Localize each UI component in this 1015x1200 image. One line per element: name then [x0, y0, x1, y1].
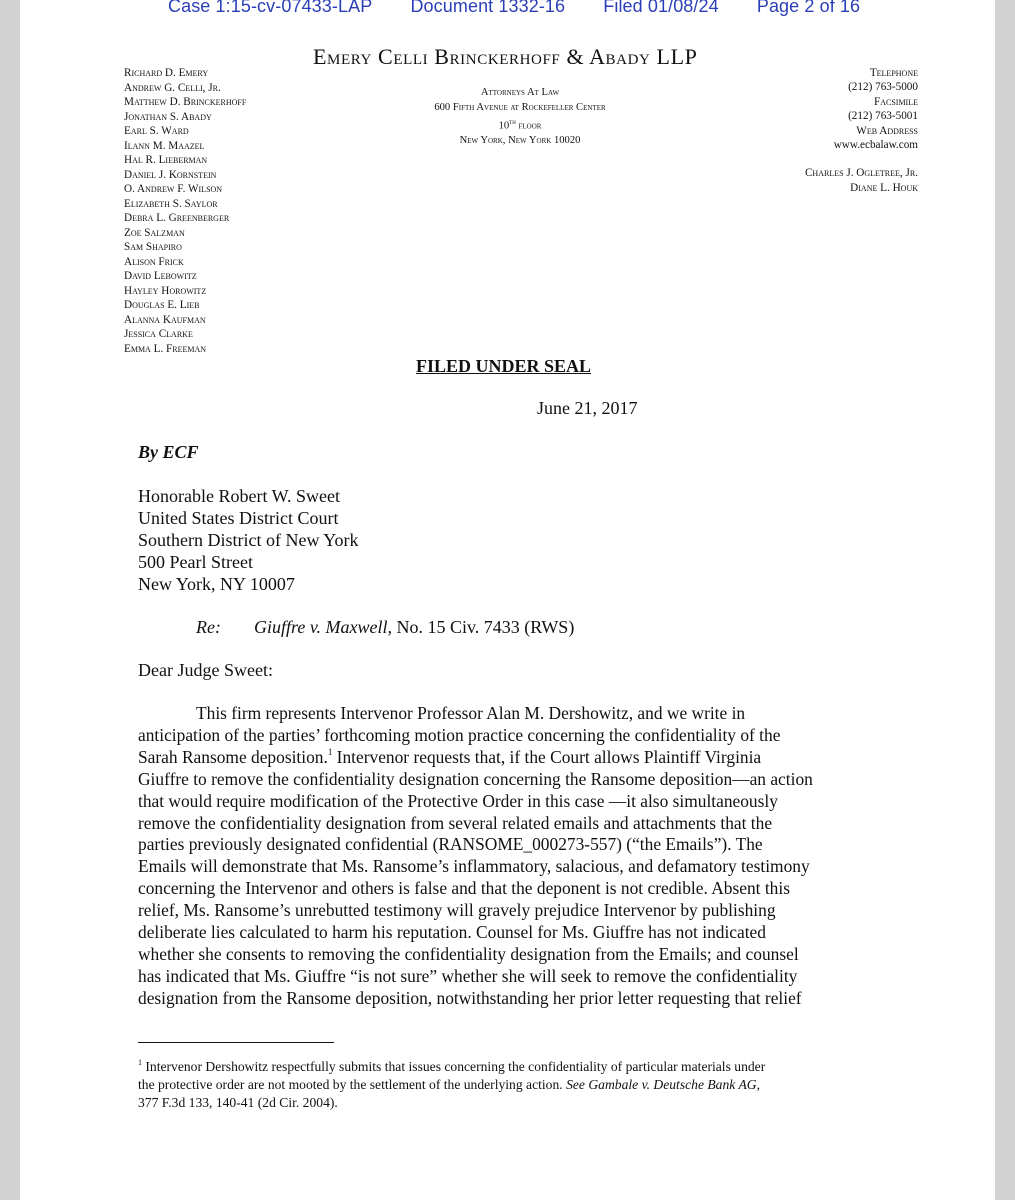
addressee-block — [138, 485, 359, 595]
addressee-line: Southern District of New York — [138, 530, 359, 550]
addressee-line: 500 Pearl Street — [138, 552, 253, 572]
partner-name: O. Andrew F. Wilson — [124, 183, 223, 195]
body-line: relief, Ms. Ransome’s unrebutted testimony will gravely prejudice Intervenor by publishing — [138, 900, 776, 921]
body-line: whether she consents to removing the confidentiality designation from the Emails; and counsel — [138, 943, 799, 964]
partner-name: Alison Frick — [124, 255, 184, 268]
addressee-line: New York, NY 10007 — [138, 574, 295, 594]
re-label: Re: — [196, 617, 221, 637]
web-label: Web Address — [856, 124, 918, 137]
body-line: has indicated that Ms. Giuffre “is not sure” whether she will seek to remove the confidentiality — [138, 965, 798, 986]
of-counsel-name: Charles J. Ogletree, Jr. — [804, 167, 918, 180]
partner-name: Hayley Horowitz — [124, 284, 207, 297]
ecf-header — [168, 0, 893, 17]
salutation: Dear Judge Sweet: — [138, 660, 273, 680]
footnote-reference: 1 — [327, 746, 333, 757]
address-line: New York, New York 10020 — [459, 135, 581, 147]
firm-name: Emery Celli Brinckerhoff & Abady LLP — [313, 44, 698, 69]
address-line: Attorneys At Law — [480, 87, 560, 98]
firm-address — [400, 86, 640, 149]
partner-name: Andrew G. Celli, Jr. — [124, 81, 221, 94]
delivery-method: By ECF — [138, 442, 199, 462]
partner-name: Richard D. Emery — [124, 67, 209, 79]
partner-name: Jonathan S. Abady — [124, 110, 212, 123]
partner-name: Douglas E. Lieb — [124, 299, 200, 311]
addressee-line: Honorable Robert W. Sweet — [138, 486, 340, 506]
partner-name: Debra L. Greenberger — [124, 212, 230, 224]
partner-name: Zoe Salzman — [124, 226, 185, 239]
telephone-label: Telephone — [869, 67, 918, 79]
address-line: 600 Fifth Avenue at Rockefeller Center — [434, 101, 606, 113]
floor-word: floor — [515, 120, 542, 132]
filed-under-seal-heading: FILED UNDER SEAL — [416, 356, 592, 376]
partner-name: Elizabeth S. Saylor — [124, 197, 218, 210]
body-line: anticipation of the parties’ forthcoming motion practice concerning the confidentiality of the — [138, 724, 781, 745]
address-floor — [400, 115, 640, 134]
footnote-divider — [138, 1042, 334, 1043]
footnote-line: $^1$ Intervenor Dershowitz respectfully submits that issues concerning the confidentiality of particular materials under — [138, 1058, 766, 1074]
partners-list — [124, 66, 246, 356]
partner-name: Hal R. Lieberman — [124, 154, 208, 166]
letter-body — [138, 703, 873, 1010]
footnote-line: 377 F.3d 133, 140-41 (2d Cir. 2004). — [138, 1095, 338, 1110]
body-line: Emails will demonstrate that Ms. Ransome’s inflammatory, salacious, and defamatory testimony — [138, 856, 810, 877]
partner-name: Ilann M. Maazel — [124, 139, 205, 152]
case-number: Case 1:15-cv-07433-LAP — [168, 0, 373, 16]
body-line: This firm represents Intervenor Professor Alan M. Dershowitz, and we write in — [196, 703, 746, 723]
body-line: remove the confidentiality designation from several related emails and attachments that the — [138, 812, 773, 833]
document-page — [20, 0, 995, 1200]
partner-name: Matthew D. Brinckerhoff — [124, 96, 247, 108]
facsimile-number: (212) 763-5001 — [848, 110, 918, 123]
footnote-line: the protective order are not mooted by the settlement of the underlying action. See Gambale v. Deutsche Bank AG, — [138, 1077, 760, 1092]
floor-number: 10 — [498, 120, 510, 132]
partner-name: Sam Shapiro — [124, 241, 182, 253]
partner-name: David Lebowitz — [124, 270, 197, 282]
footnote-citation: See Gambale v. Deutsche Bank AG — [566, 1077, 757, 1092]
re-line — [196, 617, 574, 638]
re-case-name: Giuffre v. Maxwell, — [254, 617, 392, 637]
addressee-line: United States District Court — [138, 508, 339, 528]
facsimile-label: Facsimile — [874, 95, 918, 108]
telephone-number: (212) 763-5000 — [848, 81, 918, 94]
page-number: Page 2 of 16 — [756, 0, 861, 16]
re-case-number: No. 15 Civ. 7433 (RWS) — [391, 617, 575, 637]
partner-name: Earl S. Ward — [124, 125, 189, 137]
body-line: Giuffre to remove the confidentiality designation concerning the Ransome deposition—an action — [138, 768, 813, 789]
body-line: concerning the Intervenor and others is false and that the deponent is not credible. Absent this — [138, 878, 790, 899]
partner-name: Jessica Clarke — [124, 328, 193, 340]
document-number: Document 1332-16 — [410, 0, 566, 16]
body-line: parties previously designated confidential (RANSOME_000273-557) (“the Emails”). The — [138, 834, 763, 855]
body-line: deliberate lies calculated to harm his reputation. Counsel for Ms. Giuffre has not indicated — [138, 922, 766, 943]
footnote — [138, 1058, 765, 1112]
firm-contact — [805, 66, 918, 195]
partner-name: Alanna Kaufman — [124, 313, 206, 326]
filed-date: Filed 01/08/24 — [603, 0, 719, 16]
body-line: designation from the Ransome deposition, notwithstanding her prior letter requesting that relief — [138, 987, 802, 1008]
web-address: www.ecbalaw.com — [833, 139, 918, 152]
of-counsel-name: Diane L. Houk — [850, 181, 918, 194]
footnote-number: 1 — [138, 1058, 142, 1067]
letter-date: June 21, 2017 — [537, 398, 638, 418]
partner-name: Daniel J. Kornstein — [124, 168, 217, 181]
floor-suffix: th — [509, 118, 516, 126]
body-line: Sarah Ransome deposition.$^1$ Intervenor requests that, if the Court allows Plaintiff Virginia — [138, 746, 762, 767]
body-line: that would require modification of the Protective Order in this case —it also simultaneously — [138, 790, 778, 811]
partner-name: Emma L. Freeman — [124, 342, 207, 355]
